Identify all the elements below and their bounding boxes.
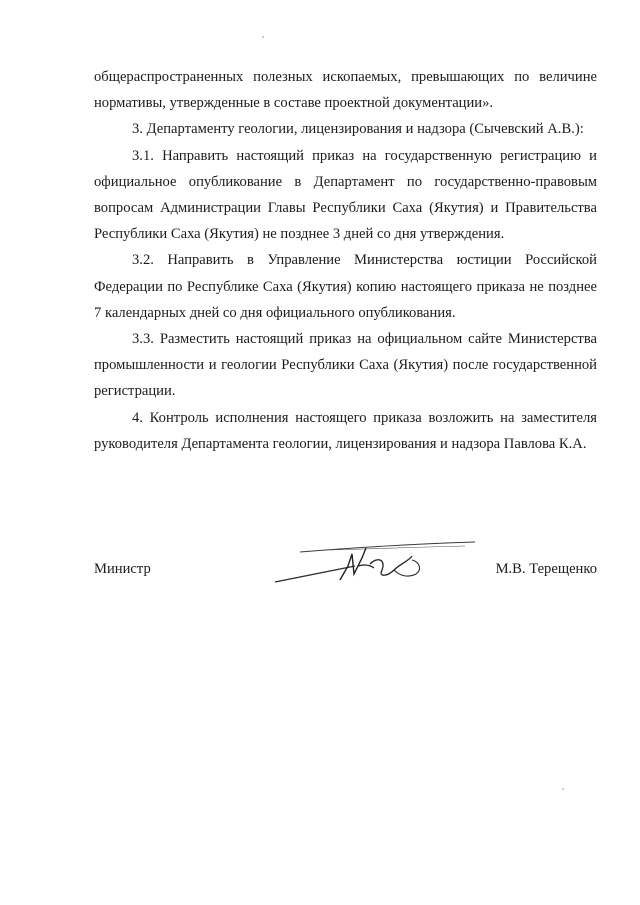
paragraph-item-3-3: 3.3. Разместить настоящий приказ на официальном сайте Министерства промышленности и геологии Республики Саха (Якутия) после государственной регистрации.	[94, 331, 597, 400]
document-body	[94, 64, 597, 457]
signer-name: М.В. Терещенко	[495, 561, 597, 577]
paragraph-item-4: 4. Контроль исполнения настоящего приказа возложить на заместителя руководителя Департамента геологии, лицензирования и надзора Павлова К.А.	[94, 409, 597, 452]
scan-speck	[262, 36, 264, 38]
paragraph-item-3-2: 3.2. Направить в Управление Министерства юстиции Российской Федерации по Республике Саха (Якутия) копию настоящего приказа не позднее 7 календарных дней со дня официального опубликования.	[94, 252, 597, 321]
paragraph-item-3: 3. Департаменту геологии, лицензирования и надзора (Сычевский А.В.):	[132, 121, 584, 138]
signature-row	[94, 556, 597, 586]
paragraph-continuation: общераспространенных полезных ископаемых, превышающих по величине нормативы, утвержденные в составе проектной документации».	[94, 69, 597, 112]
scan-speck	[562, 788, 564, 790]
paragraph-item-3-1: 3.1. Направить настоящий приказ на государственную регистрацию и официальное опубликование в Департамент по государственно-правовым вопросам Администрации Главы Республики Саха (Якутия) и Правительства Республики Саха (Якутия) не позднее 3 дней со дня утверждения.	[94, 147, 597, 243]
position-title: Министр	[94, 561, 151, 577]
